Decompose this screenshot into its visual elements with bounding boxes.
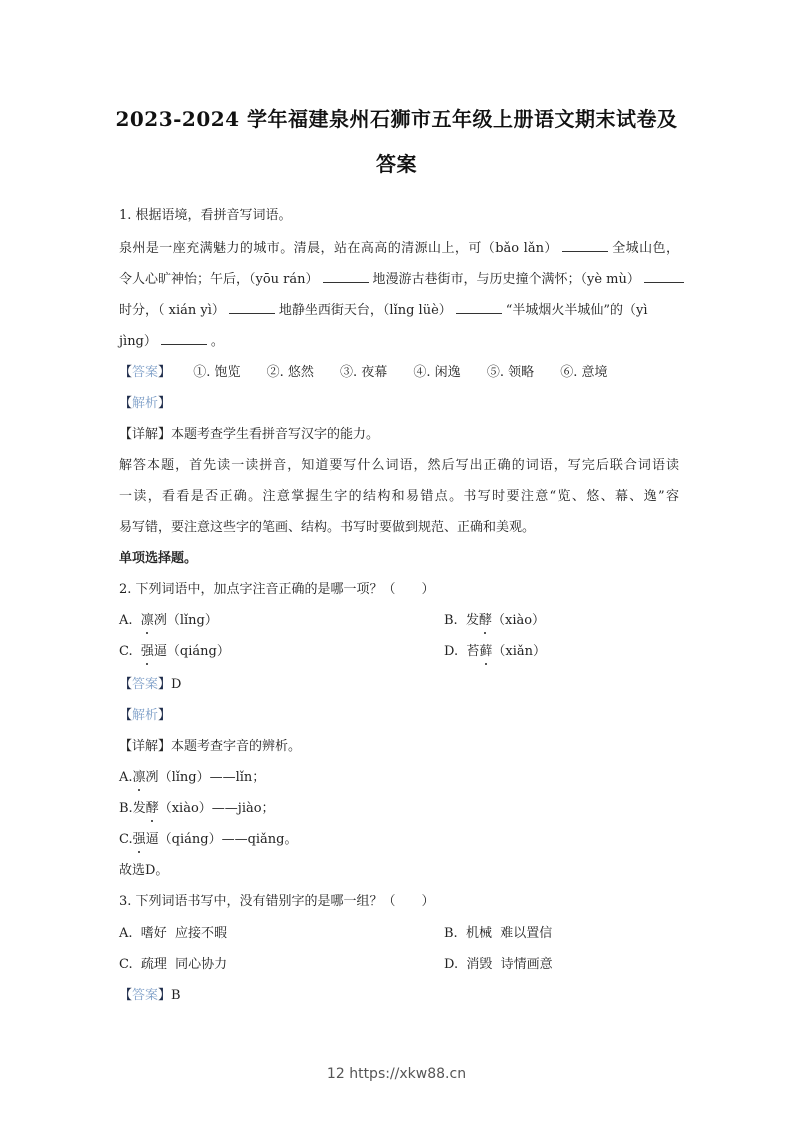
fill-blank-5	[456, 302, 502, 314]
answer-tag	[119, 365, 171, 380]
question-2-option-c	[119, 644, 419, 660]
question-1-passage-line-2	[119, 271, 679, 288]
passage-text: 令人心旷神怡；午后，（yōu rán）	[119, 272, 319, 287]
answer-item-4: ④. 闲逸	[413, 365, 461, 380]
text-span: 答案	[132, 677, 159, 692]
fill-blank-4	[229, 302, 275, 314]
text-span: 【详解】	[119, 739, 172, 754]
dotted-char: 凛	[140, 613, 154, 628]
text-span: 苔	[466, 644, 480, 659]
answer-value: B	[171, 988, 181, 1003]
text-span: 【	[119, 708, 133, 723]
text-span: A.	[119, 613, 133, 628]
question-1-answer	[119, 365, 679, 381]
question-2-analysis-tag	[119, 708, 679, 724]
text-span: 发	[132, 801, 146, 816]
text-span: 疏理 同心协力	[140, 957, 228, 972]
answer-value: D	[171, 677, 182, 692]
dotted-char: 酵	[478, 613, 492, 628]
text-span: 冽	[153, 613, 167, 628]
text-span: 】	[158, 396, 172, 411]
text-span: A.	[119, 926, 133, 941]
document-title-line-1: 2023-2024 学年福建泉州石狮市五年级上册语文期末试卷及	[115, 107, 678, 131]
text-span: C.	[119, 832, 133, 847]
text-span: 【	[119, 365, 133, 380]
passage-text: 地漫游古巷街市，与历史撞个满怀；（yè mù）	[372, 272, 640, 287]
text-span: 逼	[145, 832, 159, 847]
text-span: （xiǎn）	[492, 644, 547, 659]
question-1-detail	[119, 427, 679, 443]
text-span: 】	[158, 988, 172, 1003]
question-2-answer	[119, 677, 679, 693]
text-span: 】	[158, 365, 172, 380]
question-3-answer	[119, 988, 679, 1004]
question-3-option-b	[444, 926, 684, 942]
question-2-conclusion: 故选D。	[119, 863, 169, 878]
text-span: B.	[119, 801, 133, 816]
section-heading: 单项选择题。	[119, 551, 198, 566]
fill-blank-3	[644, 271, 684, 283]
dotted-char: 酵	[145, 801, 159, 816]
text-span: 】	[158, 677, 172, 692]
text-span: 【	[119, 988, 133, 1003]
question-3-option-c	[119, 957, 419, 973]
question-2-analysis-a	[119, 770, 679, 786]
text-span: 冽	[145, 770, 159, 785]
page-number: 12	[326, 1066, 345, 1082]
passage-text: 泉州是一座充满魅力的城市。清晨，站在高高的清源山上，可（bǎo lǎn）	[119, 241, 558, 256]
answer-item-2: ②. 悠然	[266, 365, 314, 380]
question-1-explanation-line-1: 解答本题，首先读一读拼音，知道要写什么词语，然后写出正确的词语，写完后联合词语读	[119, 458, 679, 473]
text-span: （qiáng）	[166, 644, 230, 659]
text-span: 嗜好 应接不暇	[140, 926, 228, 941]
text-span: 答案	[132, 365, 159, 380]
text-span: C.	[119, 644, 133, 659]
text-span: 解析	[132, 708, 159, 723]
dotted-char: 凛	[132, 770, 146, 785]
text-span: 【	[119, 396, 133, 411]
text-span: 【	[119, 677, 133, 692]
question-1-prompt: 1. 根据语境，看拼音写词语。	[119, 208, 292, 223]
detail-text: 本题考查学生看拼音写汉字的能力。	[171, 427, 380, 442]
passage-text: 全城山色，	[611, 241, 679, 256]
question-2-option-d	[444, 644, 684, 660]
question-2-option-b	[444, 613, 684, 629]
text-span: （lǐng）——lǐn；	[158, 770, 266, 785]
page-footer	[0, 1066, 793, 1082]
answer-item-5: ⑤. 领略	[486, 365, 535, 380]
question-2-prompt: 2. 下列词语中，加点字注音正确的是哪一项？（ ）	[119, 582, 435, 597]
text-span: B.	[444, 926, 458, 941]
document-title-line-2: 答案	[376, 152, 417, 176]
question-2-option-a	[119, 613, 419, 629]
text-span: 机械 难以置信	[465, 926, 553, 941]
answer-item-6: ⑥. 意境	[560, 365, 608, 380]
text-span: 消毁 诗情画意	[466, 957, 553, 972]
text-span: 答案	[132, 988, 159, 1003]
dotted-char: 强	[140, 644, 154, 659]
dotted-char: 强	[132, 832, 146, 847]
question-1-explanation-line-3: 易写错，要注意这些字的笔画、结构。书写时要做到规范、正确和美观。	[119, 520, 536, 535]
question-2-detail	[119, 739, 679, 755]
text-span: 逼	[153, 644, 167, 659]
answer-item-1: ①. 饱览	[193, 365, 241, 380]
text-span: 本题考查字音的辨析。	[171, 739, 302, 754]
question-1-explanation-line-2: 一读，看看是否正确。注意掌握生字的结构和易错点。书写时要注意“览、悠、幕、逸”容	[119, 489, 679, 504]
text-span: C.	[119, 957, 133, 972]
text-span: （lǐng）	[166, 613, 218, 628]
passage-text: “半城烟火半城仙”的（yì	[505, 303, 648, 318]
question-1-analysis-tag	[119, 396, 679, 412]
text-span: （xiào）	[491, 613, 546, 628]
answer-item-3: ③. 夜幕	[340, 365, 388, 380]
question-2-analysis-c	[119, 832, 679, 848]
text-span: 】	[158, 708, 172, 723]
question-3-option-a	[119, 926, 419, 942]
passage-text: 时分，（ xián yì）	[119, 303, 225, 318]
question-2-analysis-b	[119, 801, 679, 817]
question-1-passage-line-4	[119, 333, 679, 350]
footer-site-link[interactable]: https://xkw88.cn	[349, 1066, 467, 1082]
text-span: D.	[444, 644, 459, 659]
text-span: （xiào）——jiào；	[158, 801, 275, 816]
text-span: （qiáng）——qiǎng。	[158, 832, 298, 847]
question-3-prompt: 3. 下列词语书写中，没有错别字的是哪一组？（ ）	[119, 894, 435, 909]
answer-tag	[119, 677, 171, 692]
passage-text: 。	[210, 334, 224, 349]
passage-text: jìng）	[119, 334, 157, 349]
text-span: 发	[465, 613, 479, 628]
detail-tag: 【详解】	[119, 427, 172, 442]
text-span: A.	[119, 770, 133, 785]
question-3-option-d	[444, 957, 684, 973]
text-span: D.	[444, 957, 459, 972]
question-1-passage-line-3	[119, 302, 679, 319]
text-span: B.	[444, 613, 458, 628]
dotted-char: 藓	[479, 644, 493, 659]
text-span: 解析	[132, 396, 159, 411]
fill-blank-2	[323, 271, 369, 283]
passage-text: 地静坐西街天台，（lǐng lüè）	[278, 303, 452, 318]
fill-blank-1	[562, 240, 608, 252]
fill-blank-6	[161, 333, 207, 345]
answer-tag	[119, 988, 171, 1003]
question-1-passage-line-1	[119, 240, 679, 257]
